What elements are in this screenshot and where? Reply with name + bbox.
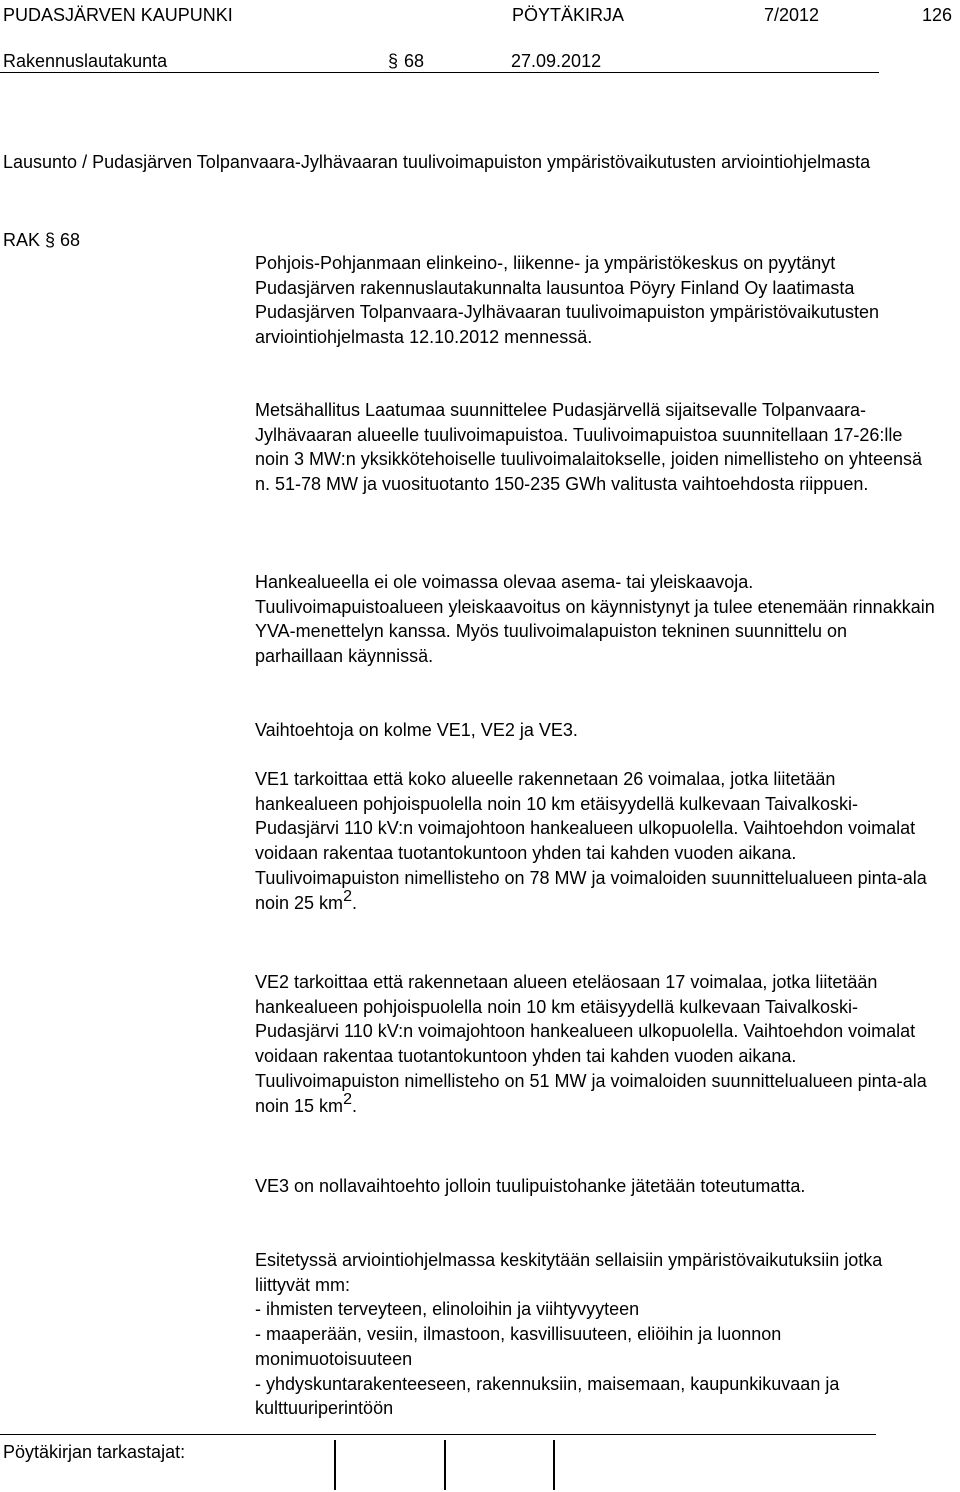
document-number: 7/2012 — [764, 5, 820, 25]
committee-name: Rakennuslautakunta — [3, 51, 168, 71]
paragraph-text: Hankealueella ei ole voimassa olevaa asema- tai yleiskaavoja. Tuulivoimapuistoalueen yleiskaavoitus on käynnistynyt ja tulee etenemään rinnakkain YVA-menettelyn kanssa. Myös tuulivoimalapuiston tekninen suunnittelu on parhaillaan käynnissä. — [255, 572, 935, 667]
signature-divider — [553, 1440, 555, 1490]
document-type: PÖYTÄKIRJA — [512, 5, 625, 25]
footer-label: Pöytäkirjan tarkastajat: — [3, 1442, 186, 1462]
list-item: - maaperään, vesiin, ilmastoon, kasvillisuuteen, eliöihin ja luonnon monimuotoisuuteen — [255, 1324, 782, 1369]
document-title: Lausunto / Pudasjärven Tolpanvaara-Jylhävaaran tuulivoimapuiston ympäristövaikutusten arviointiohjelmasta — [3, 152, 871, 172]
signature-divider — [444, 1440, 446, 1490]
page-number: 126 — [922, 5, 953, 25]
paragraph-text — [255, 970, 935, 1118]
paragraph-request — [255, 251, 935, 350]
meeting-date: 27.09.2012 — [511, 51, 602, 71]
section-reference: RAK § 68 — [3, 230, 81, 250]
paragraph-text: Metsähallitus Laatumaa suunnittelee Pudasjärvellä sijaitsevalle Tolpanvaara-Jylhävaaran alueelle tuulivoimapuistoa. Tuulivoimapuistoa suunnitellaan 17-26:lle noin 3 MW:n yksikkötehoiselle tuulivoimalaitokselle, joiden nimellisteho on yhteensä n. 51-78 MW ja vuosituotanto 150-235 GWh valitusta vaihtoehdosta riippuen. — [255, 400, 923, 495]
section-sign-icon: § — [388, 51, 399, 71]
sentence-end: . — [351, 892, 357, 913]
paragraph-project — [255, 398, 935, 497]
paragraph-ve1 — [255, 767, 935, 915]
area-unit-superscript: 2 — [343, 1090, 352, 1108]
ve2-text: VE2 tarkoittaa että rakennetaan alueen eteläosaan 17 voimalaa, jotka liitetään hankealueen pohjoispuolella noin 10 km etäisyydellä kulkevaan Taivalkoski-Pudasjärvi 110 kV:n voimajohtoon hankealueen ulkopuolella. Vaihtoehdon voimalat voidaan rakentaa tuotantokuntoon yhden tai kahden vuoden aikana. Tuulivoimapuiston nimellisteho on 51 MW ja voimaloiden suunnittelualueen pinta-ala noin 15 km — [255, 972, 927, 1116]
paragraph-text: VE3 on nollavaihtoehto jolloin tuulipuistohanke jätetään toteutumatta. — [255, 1176, 806, 1196]
section-number: 68 — [404, 51, 425, 71]
section-sign-icon: § — [45, 230, 56, 250]
sentence-end: . — [351, 1095, 357, 1116]
ve1-text: VE1 tarkoittaa että koko alueelle rakennetaan 26 voimalaa, jotka liitetään hankealueen pohjoispuolella noin 10 km etäisyydellä kulkevaan Taivalkoski-Pudasjärvi 110 kV:n voimajohtoon hankealueen ulkopuolella. Vaihtoehdon voimalat voidaan rakentaa tuotantokuntoon yhden tai kahden vuoden aikana. Tuulivoimapuiston nimellisteho on 78 MW ja voimaloiden suunnittelualueen pinta-ala noin 25 km — [255, 769, 927, 913]
area-unit-superscript: 2 — [343, 887, 352, 905]
paragraph-ve2 — [255, 970, 935, 1118]
paragraph-ve3 — [255, 1174, 935, 1199]
signature-divider — [334, 1440, 336, 1490]
paragraph-text: Vaihtoehtoja on kolme VE1, VE2 ja VE3. — [255, 720, 578, 740]
organization-name: PUDASJÄRVEN KAUPUNKI — [3, 5, 233, 25]
paragraph-impacts — [255, 1248, 935, 1421]
paragraph-planning — [255, 570, 935, 669]
paragraph-alternatives — [255, 718, 935, 743]
list-item: - ihmisten terveyteen, elinoloihin ja viihtyvyyteen — [255, 1299, 640, 1320]
header-rule — [0, 72, 879, 73]
paragraph-text: Pohjois-Pohjanmaan elinkeino-, liikenne- ja ympäristökeskus on pyytänyt Pudasjärven rakennuslautakunnalta lausuntoa Pöyry Finland Oy laatimasta Pudasjärven Tolpanvaara-Jylhävaaran tuulivoimapuiston ympäristövaikutusten arviointiohjelmasta 12.10.2012 mennessä. — [255, 253, 880, 348]
list-item: - yhdyskuntarakenteeseen, rakennuksiin, maisemaan, kaupunkikuvaan ja kulttuuriperintöön — [255, 1373, 840, 1419]
paragraph-text — [255, 767, 935, 915]
footer-rule — [0, 1434, 876, 1435]
paragraph-text: Esitetyssä arviointiohjelmassa keskitytään sellaisiin ympäristövaikutuksiin jotka liittyvät mm: — [255, 1250, 883, 1295]
